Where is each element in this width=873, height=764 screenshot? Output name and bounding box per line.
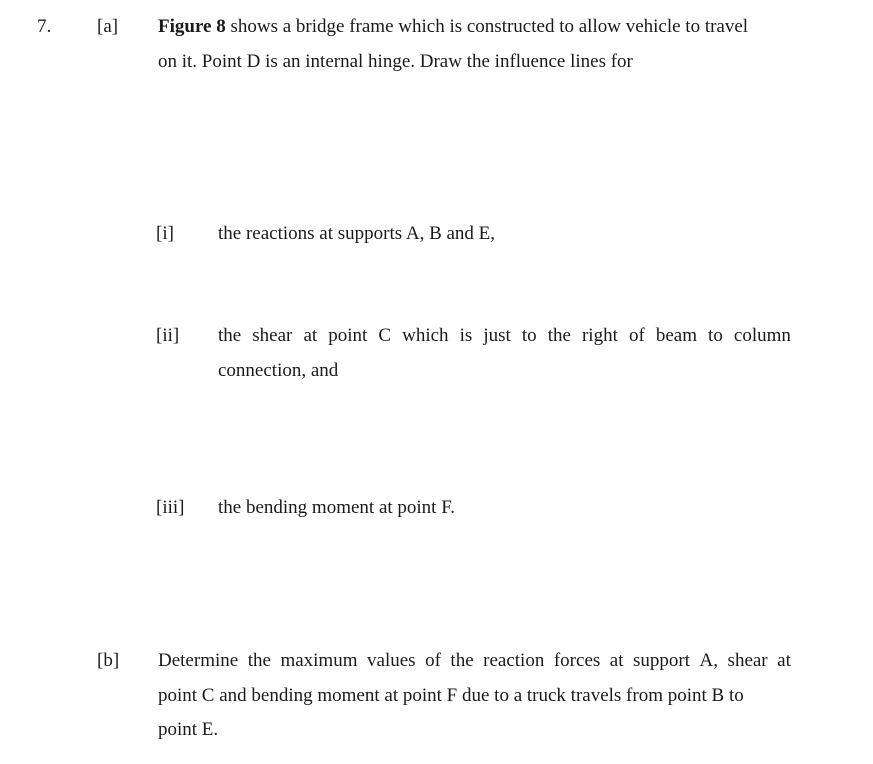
item-ii-label: [ii] xyxy=(156,325,180,346)
part-a-line-1 xyxy=(158,16,791,38)
word: to xyxy=(708,325,723,346)
part-b-line-3: point E. xyxy=(158,719,219,740)
word: at xyxy=(609,650,624,671)
item-iii-label: [iii] xyxy=(156,497,185,518)
word: of xyxy=(425,650,441,671)
word: right xyxy=(581,325,618,346)
word: A, xyxy=(699,650,719,671)
word: values xyxy=(367,650,416,671)
word: reaction xyxy=(483,650,545,671)
part-b-line-2: point C and bending moment at point F due to a truck travels from point B to xyxy=(158,685,744,706)
word: support xyxy=(633,650,691,671)
word: the xyxy=(547,325,571,346)
word: forces xyxy=(553,650,601,671)
word: point xyxy=(328,325,368,346)
word: the xyxy=(247,650,271,671)
question-number: 7. xyxy=(37,16,52,37)
part-b-label: [b] xyxy=(97,650,120,671)
word: the xyxy=(218,325,242,346)
word: is xyxy=(459,325,473,346)
figure-reference: Figure 8 xyxy=(158,16,226,37)
item-ii-line-1 xyxy=(218,325,791,347)
part-a-label: [a] xyxy=(97,16,119,37)
word: to xyxy=(521,325,537,346)
word: shear xyxy=(252,325,293,346)
item-i-label: [i] xyxy=(156,223,174,244)
part-b-line-1 xyxy=(158,650,791,672)
word: just xyxy=(483,325,511,346)
word: shear xyxy=(727,650,768,671)
word: the xyxy=(450,650,474,671)
word: at xyxy=(303,325,318,346)
word: which xyxy=(402,325,449,346)
word: beam xyxy=(655,325,697,346)
word: Determine xyxy=(158,650,239,671)
part-a-line-1-text: shows a bridge frame which is constructed to allow vehicle to travel xyxy=(225,16,749,37)
word: at xyxy=(777,650,791,671)
item-ii-line-2: connection, and xyxy=(218,360,339,381)
word: maximum xyxy=(280,650,358,671)
item-i-text: the reactions at supports A, B and E, xyxy=(218,223,496,244)
word: of xyxy=(628,325,645,346)
word: C xyxy=(378,325,392,346)
word: column xyxy=(733,325,791,346)
item-iii-text: the bending moment at point F. xyxy=(218,497,456,518)
part-a-line-2: on it. Point D is an internal hinge. Draw the influence lines for xyxy=(158,51,633,72)
